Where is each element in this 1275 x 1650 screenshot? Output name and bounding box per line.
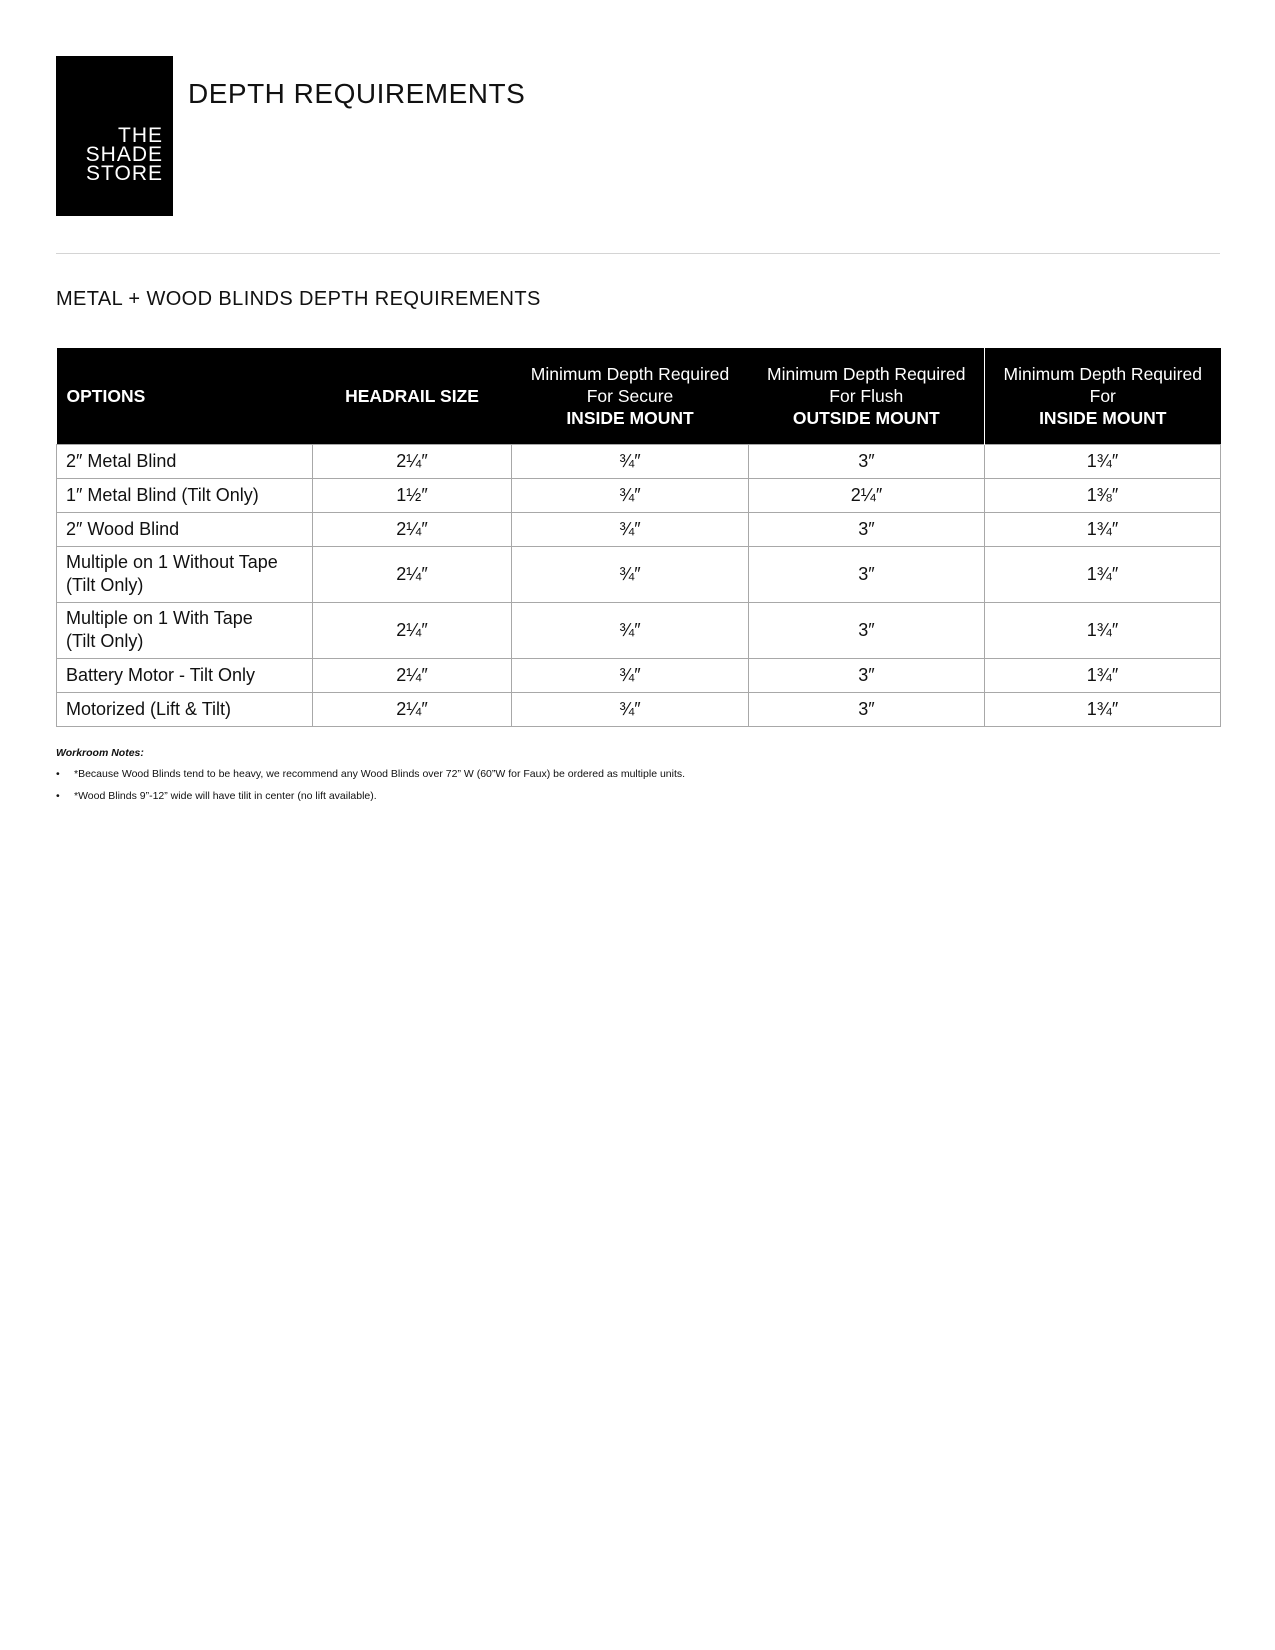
logo-wordmark bbox=[86, 126, 163, 183]
cell-flush-outside: 3″ bbox=[749, 692, 985, 726]
section-title: METAL + WOOD BLINDS DEPTH REQUIREMENTS bbox=[56, 288, 541, 310]
cell-flush-outside: 2¼″ bbox=[749, 478, 985, 512]
cell-headrail: 2¼″ bbox=[313, 444, 512, 478]
cell-headrail: 2¼″ bbox=[313, 546, 512, 602]
table-row bbox=[57, 444, 1221, 478]
cell-option bbox=[57, 512, 313, 546]
cell-flush-outside: 3″ bbox=[749, 602, 985, 658]
table-row bbox=[57, 602, 1221, 658]
cell-secure-inside: ¾″ bbox=[512, 478, 749, 512]
cell-option bbox=[57, 546, 313, 602]
depth-requirements-table bbox=[56, 348, 1221, 727]
cell-secure-inside: ¾″ bbox=[512, 658, 749, 692]
option-line: 2″ Wood Blind bbox=[66, 518, 180, 539]
cell-flush-outside: 3″ bbox=[749, 444, 985, 478]
cell-inside: 1¾″ bbox=[985, 512, 1221, 546]
table-row bbox=[57, 658, 1221, 692]
option-line: Multiple on 1 Without Tape bbox=[66, 552, 278, 572]
header-bold-line: INSIDE MOUNT bbox=[1039, 407, 1167, 428]
option-line: (Tilt Only) bbox=[66, 631, 144, 651]
bullet-icon: • bbox=[56, 790, 60, 802]
cell-secure-inside: ¾″ bbox=[512, 602, 749, 658]
cell-headrail: 2¼″ bbox=[313, 658, 512, 692]
header-line: Minimum Depth Required bbox=[767, 363, 966, 384]
brand-logo bbox=[56, 56, 173, 216]
logo-line: STORE bbox=[86, 162, 163, 185]
logo-line: SHADE bbox=[85, 143, 163, 166]
header-secure-inside-mount bbox=[512, 348, 749, 444]
header-inside-mount bbox=[985, 348, 1221, 444]
cell-headrail: 2¼″ bbox=[313, 512, 512, 546]
note-item bbox=[56, 767, 685, 781]
cell-inside: 1¾″ bbox=[985, 658, 1221, 692]
page-title: DEPTH REQUIREMENTS bbox=[188, 78, 526, 109]
cell-secure-inside: ¾″ bbox=[512, 512, 749, 546]
option-line: Multiple on 1 With Tape bbox=[66, 608, 253, 628]
cell-option bbox=[57, 478, 313, 512]
header-line: Minimum Depth Required bbox=[530, 363, 730, 384]
header-bold-line: INSIDE MOUNT bbox=[566, 407, 694, 428]
cell-inside: 1¾″ bbox=[985, 546, 1221, 602]
cell-inside: 1⅜″ bbox=[985, 478, 1221, 512]
cell-option bbox=[57, 444, 313, 478]
cell-flush-outside: 3″ bbox=[749, 546, 985, 602]
option-line: (Tilt Only) bbox=[66, 575, 144, 595]
table-row bbox=[57, 478, 1221, 512]
cell-headrail: 1½″ bbox=[313, 478, 512, 512]
option-line: 2″ Metal Blind bbox=[66, 450, 177, 471]
note-text: *Because Wood Blinds tend to be heavy, we recommend any Wood Blinds over 72” W (60”W for Faux) be ordered as multiple units. bbox=[74, 768, 686, 780]
workroom-notes bbox=[56, 747, 685, 811]
header-divider bbox=[56, 253, 1220, 254]
header-line: For Flush bbox=[829, 385, 904, 406]
option-line: Battery Motor - Tilt Only bbox=[66, 664, 256, 685]
cell-inside: 1¾″ bbox=[985, 444, 1221, 478]
table-row bbox=[57, 512, 1221, 546]
option-line: Motorized (Lift & Tilt) bbox=[66, 698, 232, 719]
notes-heading: Workroom Notes: bbox=[56, 747, 144, 759]
cell-option bbox=[57, 692, 313, 726]
table-row bbox=[57, 546, 1221, 602]
cell-option bbox=[57, 658, 313, 692]
header-line: For Secure bbox=[586, 385, 674, 406]
cell-inside: 1¾″ bbox=[985, 602, 1221, 658]
cell-flush-outside: 3″ bbox=[749, 658, 985, 692]
logo-line: THE bbox=[118, 124, 163, 147]
header-bold-line: OUTSIDE MOUNT bbox=[792, 407, 940, 428]
note-text: *Wood Blinds 9”-12” wide will have tilit in center (no lift available). bbox=[74, 790, 377, 802]
table-header-row bbox=[57, 348, 1221, 444]
header-line: Minimum Depth Required bbox=[1003, 363, 1202, 384]
header-options: OPTIONS bbox=[57, 348, 313, 444]
table-row bbox=[57, 692, 1221, 726]
note-item bbox=[56, 789, 685, 803]
cell-secure-inside: ¾″ bbox=[512, 692, 749, 726]
cell-headrail: 2¼″ bbox=[313, 602, 512, 658]
cell-option bbox=[57, 602, 313, 658]
cell-secure-inside: ¾″ bbox=[512, 444, 749, 478]
header-line: For bbox=[1089, 385, 1116, 406]
cell-secure-inside: ¾″ bbox=[512, 546, 749, 602]
bullet-icon: • bbox=[56, 768, 60, 780]
option-line: 1″ Metal Blind (Tilt Only) bbox=[66, 484, 259, 505]
cell-flush-outside: 3″ bbox=[749, 512, 985, 546]
cell-inside: 1¾″ bbox=[985, 692, 1221, 726]
header-flush-outside-mount bbox=[749, 348, 985, 444]
cell-headrail: 2¼″ bbox=[313, 692, 512, 726]
header-headrail-size: HEADRAIL SIZE bbox=[313, 348, 512, 444]
